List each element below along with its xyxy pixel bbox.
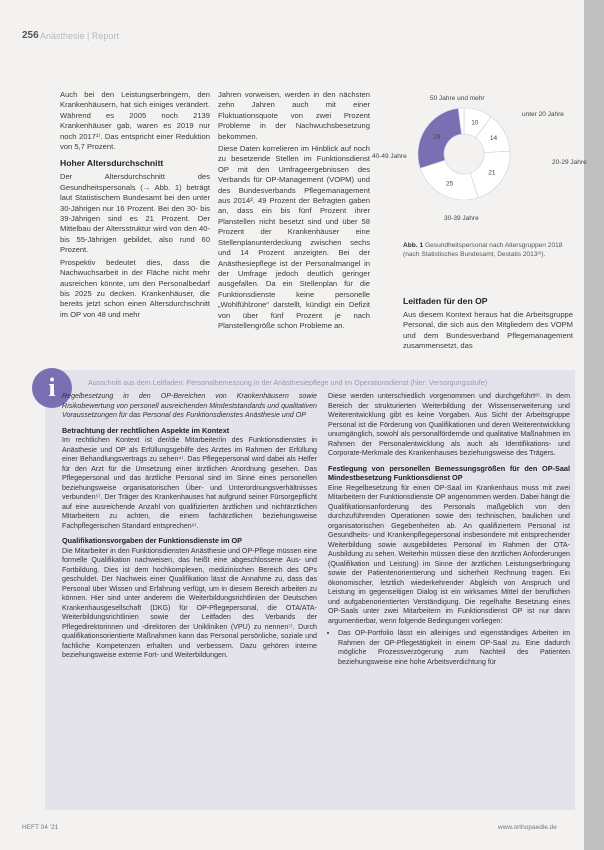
paragraph: Jahren vorweisen, werden in den nächsten zehn Jahren auch mit einer Fluktuationsquote von zwei Prozent Probleme in der Nachwuchsbesetzung bekommen. (218, 90, 370, 141)
chart-label-3039: 30-39 Jahre (444, 215, 479, 222)
paragraph: Aus diesem Kontext heraus hat die Arbeitsgruppe Personal, die sich aus den Mitgliedern des VOPM und dem Bundesverband Pflegemanagement zusammensetzt, das (403, 310, 573, 351)
section-heading: Leitfaden für den OP (403, 296, 488, 306)
subheading: Betrachtung der rechtlichen Aspekte im Kontext (62, 425, 230, 435)
chart-label-4049: 40-49 Jahre (372, 153, 407, 160)
footer-url: www.orthopaedie.de (498, 824, 557, 831)
running-title: Anästhesie | Report (40, 31, 119, 41)
pie-value-label: 28 (433, 133, 441, 141)
text-column-1 (60, 90, 210, 322)
page-edge-shadow (584, 0, 604, 850)
paragraph: Eine Regelbesetzung für einen OP-Saal im Krankenhaus muss mit zwei Mitarbeitern der Funktionsdienste OP angenommen werden. Dabei hängt die Qualifikationsanforderung des Personals maßgeblich von den durchzuführenden Operationen sowie den technischen, baulichen und organisatorischen Gegebenheiten ab. An qualifiziertem Personal ist Gesundheits- und Krankenpflegepersonal insbesondere mit entsprechender Weiterbildung sowie ausgebildetes Personal im Rahmen der OTA-Ausbildung zu sehen. Weiterhin müssen diese den ärztlichen Anforderungen (Qualifikation und Leistung) im Sinne der ärztlichen Leistungserbringung sowie der Patientenorientierung und sicherheit Rechnung tragen. Ein ökonomischer, letztlich wiederkehrender Abgleich von Anspruch und Leistung im gegenseitigen Dialog ist ein wirksames Mittel der beruflichen und aufgabenorientierten Verständigung. Die regelhafte Besetzung eines OP-Saals unter zwei Mitarbeitern im Funktionsdienst OP ist nur dann argumentierbar, wenn folgende Bedingungen vorliegen: (328, 483, 570, 625)
section-heading: Hoher Altersdurchschnitt (60, 158, 164, 169)
subheading: Qualifikationsvorgaben der Funktionsdienste im OP (62, 536, 243, 545)
paragraph: Im rechtlichen Kontext ist der/die Mitarbeiter/in des Funktionsdienstes in Anästhesie und OP als Erfüllungsgehilfe des Arztes im Rahmen der Erfüllung einer Behandlungsvertrags zu sehen⁴⁾. Das Pflegepersonal wird dabei als Helfer für den Arzt für die Umsetzung einer ärztlichen Anordnung gesehen. Das Pflegepersonal und das ärztliche Personal sind im Sinne eines personellen beziehungsweise organisatorischen Über- und Unterordnungsverhältnisses verbunden⁵⁾. Der Träger des Krankenhauses hat aufgrund seiner Fürsorgepflicht auf eine ausreichende Anzahl von qualifizierten ärztlichen und nichtärztlichen Mitarbeitern zu achten, die einem fachärztlichen beziehungsweise Fachpflegerischen Standard entsprechen⁶⁾. (62, 436, 317, 530)
age-pie-chart (372, 92, 587, 222)
list-item: • Das OP-Portfolio lässt ein alleiniges und eigenständiges Arbeiten im Rahmen der OP-Pflegetätigkeit in einem OP-Saal zu. Eine dadurch mögliche Prozessverzögerung zum Nachteil des Patienten beziehungsweise eine hohe Arbeitsverdichtung für (338, 629, 570, 667)
info-box-heading: Ausschnitt aus dem Leitfaden: Personalbemessung in der Anästhesiepflege und im Operationsdienst (hier: Versorgungsstufe) (88, 378, 488, 387)
page-number: 256 (22, 30, 39, 41)
paragraph: Regelbesetzung in den OP-Bereichen von Krankenhäusern sowie Risikobewertung von personell ausreichenden Mindeststandards und qualitativen Voraussetzungen für das Personal des Funktionsdienstes Anästhesie und OP (62, 392, 317, 419)
text-column-2 (218, 90, 370, 333)
pie-value-label: 14 (489, 135, 498, 143)
info-box-column-right (328, 392, 570, 667)
pie-value-label: 25 (446, 180, 454, 188)
caption-label: Abb. 1 (403, 242, 424, 249)
chart-label-50plus: 50 Jahre und mehr (430, 95, 485, 102)
info-box-column-left (62, 392, 317, 664)
pie-value-label: 10 (471, 119, 479, 127)
caption-text: Gesundheitspersonal nach Altersgruppen 2018 (nach Statistisches Bundesamt, Destatis 2013³⁾). (403, 242, 563, 258)
info-icon: i (32, 368, 72, 408)
subheading: Festlegung von personellen Bemessungsgrößen für den OP-Saal Mindestbesetzung Funktionsdienst OP (328, 463, 570, 482)
bullet-list (328, 629, 570, 667)
pie-value-label: 21 (488, 169, 496, 177)
chart-label-under20: unter 20 Jahre (522, 111, 564, 118)
paragraph: Diese werden unterschiedlich vorgenommen und durchgeführt⁸⁾. In dem Bereich der strukturierten Weiterbildung der Wissenserweiterung und Weiterentwicklung gibt es keine Vorgaben. Aus Sicht der Arbeitsgruppe Personal ist die Förderung von Qualifikationen und deren Weiterentwicklung unumgänglich, sowohl als personalfördernde und qualitative Maßnahmen im Rahmen der Personalentwicklung als auch als Identifikations- und Corporate-Merkmale des Krankenhauses beziehungsweise des Trägers. (328, 392, 570, 457)
figure-caption (403, 242, 571, 259)
footer-issue: HEFT 04 ’21 (22, 824, 59, 831)
paragraph: Diese Daten korrelieren im Hinblick auf noch zu besetzende Stellen im Funktionsdienst OP mit den Umfrageergebnissen des Verbands für OP-Management (VOPM) und des Bundesverbands Pflegemanagement aus 2014². 49 Prozent der Befragten gaben an, dass ein bis fünf Prozent ihrer Planstellen nicht besetzt sind und über 58 Prozent der Krankenhäuser eine Stellenplanunterdeckung zwischen sechs und 14 Prozent anzeigten. Bei der Anästhesiepflege ist der Personalmangel in der Umfrage jedoch deutlich geringer ausgefallen. Da ein Stellenplan für die Funktionsdienste keine personelle „Wohlfühlzone“ darstellt, kündigt ein Defizit von über fünf Prozent je nach Planstellengröße schon Probleme an. (218, 144, 370, 330)
paragraph: Der Altersdurchschnitt des Gesundheitspersonals (→ Abb. 1) beträgt laut Statistischem Bundesamt bei den unter 30-Jährigen nur 16 Prozent. Bei den 30- bis 39-Jährigen sind es 21 Prozent. Der Mittelbau der Altersstruktur wird von den 40- bis 55-Jährigen gebildet, also rund 60 Prozent. (60, 172, 210, 255)
paragraph: Die Mitarbeiter in den Funktionsdiensten Anästhesie und OP-Pflege müssen eine formelle Qualifikation nachweisen, das heißt eine abgeschlossene Aus- und Fortbildung. Dies ist dem hochkomplexen, medizinischen Bereich des OPs geschuldet. Der Nachweis einer Qualifikation lässt die Annahme zu, dass das Personal über Wissen und Erfahrung verfügt, um in diesem Bereich arbeiten zu können. Hier sind unter anderem die Weiterbildungsrichtlinien der Deutschen Krankenhausgesellschaft (DKG) für OP-Pflegepersonal, die OTA/ATA-Weiterbildungsrichtlinien sowie der Leitfaden des Verbands der Pflegedirektorinnen und -direktoren der Unikliniken (VPU) zu nennen⁷⁾. Durch qualifikationsorientierte Maßnahmen kann das Personal persönliche, soziale und fachliche Kompetenzen erhalten und verbessern. Dazu gehören interne beziehungsweise externe Fort- und Weiterbildungen. (62, 546, 317, 659)
chart-label-2029: 20-29 Jahre (552, 159, 587, 166)
paragraph: Prospektiv bedeutet dies, dass die Nachwuchsarbeit in der Fläche nicht mehr ausreichen könnte, um den Personalbedarf bis 2025 zu decken. Krankenhäuser, die bereits jetzt schon einen Altersdurchschnitt im OP von 48 und mehr (60, 257, 210, 319)
text-column-3 (403, 290, 573, 354)
paragraph: Auch bei den Leistungserbringern, den Krankenhäusern, hat sich einiges verändert. Während es 2005 noch 2139 Krankenhäuser gab, waren es 2019 nur noch 2017¹⁾. Das entspricht einer Reduktion von 5,7 Prozent. (60, 90, 210, 152)
